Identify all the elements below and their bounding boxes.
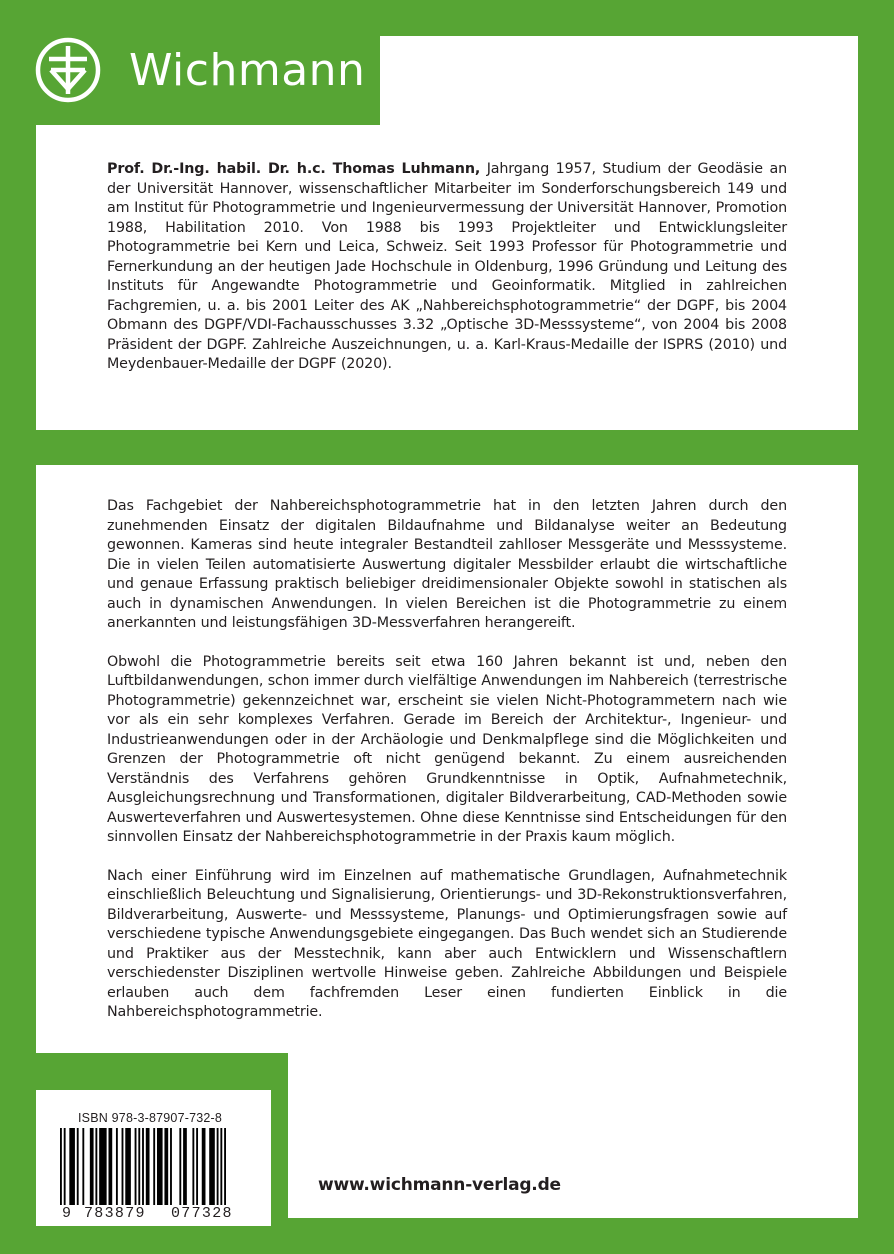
barcode-bar (164, 1128, 168, 1208)
description-paragraph: Nach einer Einführung wird im Einzelnen auf mathematische Grundlagen, Aufnahmetechnik einschließlich Beleuchtung und Signalisierung, Orientierungs- und 3D-Rekonstruktionsverfahren, Bildverarbeitung, Auswerte- und Messsysteme, Planungs- und Optimierungsfragen sowie auf verschiedene typische Anwendungsgebiete eingegangen. Das Buch wendet sich an Studierende und Praktiker aus der Messtechnik, kann aber auch Entwicklern und Wissenschaftlern verschiedenster Disziplinen wertvolle Hinweise geben. Zahlreiche Abbildungen und Beispiele erlauben auch dem fachfremden Leser einen fundierten Einblick in die Nahbereichsphotogrammetrie. (107, 867, 787, 1020)
author-bio (107, 160, 787, 375)
website-link[interactable]: www.wichmann-verlag.de (318, 1175, 561, 1195)
barcode-bar (125, 1128, 131, 1208)
wichmann-logo-icon (35, 37, 101, 103)
barcode-bar (202, 1128, 206, 1208)
barcode-bar (179, 1128, 181, 1208)
barcode-bar (116, 1128, 118, 1208)
brand-name: Wichmann (129, 44, 366, 96)
barcode-bar (90, 1128, 94, 1208)
barcode-bar (209, 1128, 215, 1208)
author-bio-text: Jahrgang 1957, Studium der Geodäsie an der Universität Hannover, wissenschaftlicher Mitarbeiter im Sonderforschungsbereich 149 und am Institut für Photogrammetrie und Ingenieurvermessung der Universität Hannover, Promotion 1988, Habilitation 2010. Von 1988 bis 1993 Projektleiter und Entwicklungsleiter Photogrammetrie bei Kern und Leica, Schweiz. Seit 1993 Professor für Photogrammetrie und Fernerkundung an der heutigen Jade Hochschule in Oldenburg, 1996 Gründung und Leitung des Instituts für Angewandte Photogrammetrie und Geoinformatik. Mitglied in zahlreichen Fachgremien, u. a. bis 2001 Leiter des AK „Nahbereichsphotogrammetrie“ der DGPF, bis 2004 Obmann des DGPF/VDI-Fachausschusses 3.32 „Optische 3D-Messsysteme“, von 2004 bis 2008 Präsident der DGPF. Zahlreiche Auszeichnungen, u. a. Karl-Kraus-Medaille der ISPRS (2010) und Meydenbauer-Medaille der DGPF (2020). (107, 161, 787, 372)
barcode-bar (95, 1128, 97, 1208)
barcode-digits-left: 783879 (84, 1205, 146, 1222)
barcode-bar (220, 1128, 222, 1208)
barcode-bar (135, 1128, 137, 1208)
barcode-bar (99, 1128, 106, 1208)
barcode-bar (196, 1128, 198, 1208)
barcode-bar (64, 1128, 66, 1208)
barcode-bar (146, 1128, 150, 1208)
isbn-label: ISBN 978-3-87907-732-8 (78, 1111, 223, 1125)
barcode-digits-right: 077328 (171, 1205, 233, 1222)
description-paragraph: Obwohl die Photogrammetrie bereits seit etwa 160 Jahren bekannt ist und, neben den Luftbildanwendungen, schon immer durch vielfältige Anwendungen im Nahbereich (terrestrische Photogrammetrie) gekennzeichnet war, erscheint sie vielen Nicht-Photogrammetern nach wie vor als ein sehr komplexes Verfahren. Gerade im Bereich der Architektur-, Ingenieur- und Industrieanwendungen oder in der Archäologie und Denkmalpflege sind die Möglichkeiten und Grenzen der Photogrammetrie oft nicht genügend bekannt. Zu einem ausreichenden Verständnis des Verfahrens gehören Grundkenntnisse in Optik, Aufnahmetechnik, Ausgleichungsrechnung und Transformationen, digitaler Bildverarbeitung, CAD-Methoden sowie Auswerteverfahren und Auswertesystemen. Ohne diese Kenntnisse sind Entscheidungen für den sinnvollen Einsatz der Nahbereichsphotogrammetrie in der Praxis kaum möglich. (107, 653, 787, 845)
wichmann-logo (35, 37, 365, 103)
barcode-bar (122, 1128, 124, 1208)
barcode-bar (183, 1128, 187, 1208)
author-name: Prof. Dr.-Ing. habil. Dr. h.c. Thomas Luhmann, (107, 161, 481, 177)
barcode (58, 1128, 228, 1208)
barcode-bar (69, 1128, 75, 1208)
barcode-bar (170, 1128, 172, 1208)
barcode-bar (138, 1128, 140, 1208)
book-description (107, 497, 787, 1042)
barcode-digit-first: 9 (62, 1205, 72, 1222)
barcode-bar (192, 1128, 194, 1208)
barcode-bar (77, 1128, 79, 1208)
barcode-bar (153, 1128, 155, 1208)
barcode-bar (82, 1128, 84, 1208)
barcode-digits (58, 1205, 233, 1223)
barcode-bar (108, 1128, 112, 1208)
author-panel-top (380, 36, 858, 128)
barcode-bar (60, 1128, 62, 1208)
barcode-bar (157, 1128, 163, 1208)
barcode-bar (142, 1128, 144, 1208)
barcode-bar (217, 1128, 219, 1208)
barcode-bar (224, 1128, 226, 1208)
description-paragraph: Das Fachgebiet der Nahbereichsphotogrammetrie hat in den letzten Jahren durch den zunehmenden Einsatz der digitalen Bildaufnahme und Bildanalyse weiter an Bedeutung gewonnen. Kameras sind heute integraler Bestandteil zahlloser Messgeräte und Messsysteme. Die in vielen Teilen automatisierte Auswertung digitaler Messbilder erlaubt die wirtschaftliche und genaue Erfassung praktisch beliebiger dreidimensionaler Objekte sowohl in statischen als auch in dynamischen Anwendungen. In vielen Bereichen ist die Photogrammetrie zu einem anerkannten und leistungsfähigen 3D-Messverfahren herangereift. (107, 498, 787, 631)
